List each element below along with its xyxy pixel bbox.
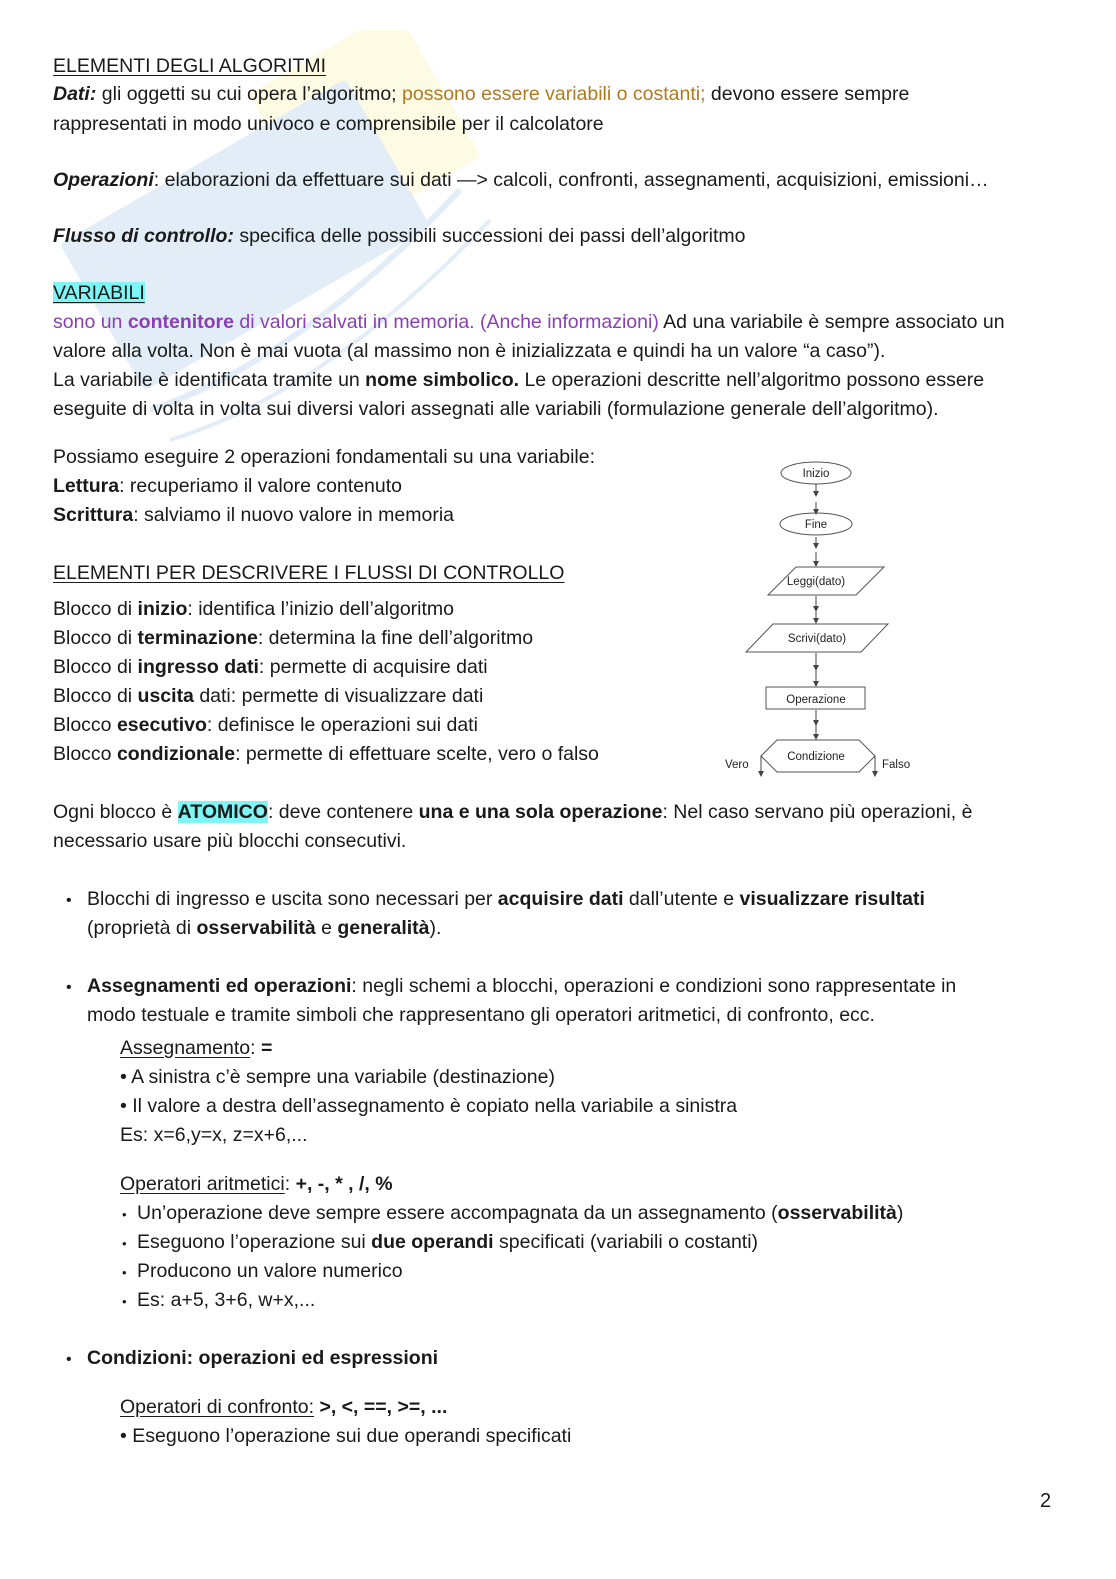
atomic-d: una e una sola operazione bbox=[418, 801, 663, 823]
ops-intro: Possiamo eseguire 2 operazioni fondamentali su una variabile: bbox=[53, 446, 595, 468]
bullet-marker: • bbox=[66, 979, 72, 996]
assegnamento-sym: = bbox=[260, 1037, 273, 1059]
section-title-elementi: ELEMENTI DEGLI ALGORITMI bbox=[53, 55, 327, 77]
flow-condition-label: Condizione bbox=[787, 751, 845, 763]
block-terminazione bbox=[53, 624, 533, 653]
dati-label: Dati: bbox=[53, 83, 97, 105]
io2-b: osservabilità bbox=[196, 917, 316, 939]
flow-operation-label: Operazione bbox=[786, 694, 846, 706]
arit-bold: osservabilità bbox=[777, 1202, 897, 1224]
block-bold: inizio bbox=[137, 598, 188, 620]
variabili-title: VARIABILI bbox=[53, 282, 145, 304]
dati-text-end: devono essere sempre bbox=[705, 83, 910, 105]
block-pre: Blocco di bbox=[53, 627, 138, 649]
variabili-l1d: Ad una variabile è sempre associato un bbox=[658, 311, 1005, 333]
operazioni-text: : elaborazioni da effettuare sui dati —> calcoli, confronti, assegnamenti, acquisizioni, emissioni… bbox=[153, 169, 989, 191]
scrittura-line bbox=[53, 501, 454, 530]
variabili-line1 bbox=[53, 308, 1005, 337]
page-number: 2 bbox=[1040, 1490, 1052, 1512]
ass-b: : negli schemi a blocchi, operazioni e condizioni sono rappresentate in bbox=[351, 975, 957, 997]
arit-pre: Producono un valore numerico bbox=[137, 1260, 403, 1282]
flow-output-label: Scrivi(dato) bbox=[787, 633, 847, 645]
atomic-line1 bbox=[53, 798, 972, 827]
ass-a: Assegnamenti ed operazioni bbox=[87, 975, 352, 997]
io-line1 bbox=[87, 885, 925, 914]
bullet-marker: • bbox=[66, 892, 72, 909]
block-post: : determina la fine dell’algoritmo bbox=[257, 627, 534, 649]
block-post: : identifica l’inizio dell’algoritmo bbox=[187, 598, 454, 620]
block-bold: ingresso dati bbox=[137, 656, 259, 678]
arit-post: ) bbox=[896, 1202, 904, 1224]
variabili-line3 bbox=[53, 366, 984, 395]
arit-item bbox=[137, 1257, 403, 1286]
ass-line2: modo testuale e tramite simboli che rappresentano gli operatori aritmetici, di confronto, ecc. bbox=[87, 1004, 875, 1026]
variabili-l3a: La variabile è identificata tramite un bbox=[53, 369, 366, 391]
ass-line1 bbox=[87, 972, 956, 1001]
sub-bullet-marker: • bbox=[122, 1236, 127, 1251]
flowchart-diagram bbox=[716, 456, 916, 782]
sub-bullet-marker: • bbox=[122, 1265, 127, 1280]
flusso-text: specifica delle possibili successioni dei passi dell’algoritmo bbox=[233, 225, 746, 247]
flusso-paragraph bbox=[53, 222, 746, 251]
io-b: acquisire dati bbox=[497, 888, 624, 910]
variabili-line2: valore alla volta. Non è mai vuota (al massimo non è inizializzata e quindi ha un valore “a caso”). bbox=[53, 340, 886, 362]
lettura-text: : recuperiamo il valore contenuto bbox=[119, 475, 402, 497]
scrittura-text: : salviamo il nuovo valore in memoria bbox=[133, 504, 455, 526]
atomic-c: : deve contenere bbox=[267, 801, 419, 823]
dati-highlight: possono essere variabili o costanti; bbox=[402, 83, 706, 105]
variabili-l3c: Le operazioni descritte nell’algoritmo possono essere bbox=[519, 369, 985, 391]
operazioni-label: Operazioni bbox=[53, 169, 154, 191]
io-d: visualizzare risultati bbox=[739, 888, 925, 910]
block-condizionale bbox=[53, 740, 599, 769]
flow-start-label: Inizio bbox=[802, 468, 830, 480]
scrittura-label: Scrittura bbox=[53, 504, 134, 526]
ass-item: • Il valore a destra dell’assegnamento è copiato nella variabile a sinistra bbox=[120, 1095, 738, 1117]
arit-sep: : bbox=[284, 1173, 296, 1195]
conf-syms: >, <, ==, >=, ... bbox=[314, 1396, 448, 1418]
condizioni-title: Condizioni: operazioni ed espressioni bbox=[87, 1347, 439, 1369]
block-bold: uscita bbox=[137, 685, 194, 707]
ass-item: Es: x=6,y=x, z=x+6,... bbox=[120, 1124, 308, 1146]
sub-bullet-marker: • bbox=[122, 1207, 127, 1222]
io2-d: generalità bbox=[337, 917, 430, 939]
io-c: dall’utente e bbox=[623, 888, 740, 910]
assegnamento-heading bbox=[120, 1034, 272, 1063]
block-uscita bbox=[53, 682, 483, 711]
dati-text: gli oggetti su cui opera l’algoritmo; bbox=[96, 83, 403, 105]
atomic-e: : Nel caso servano più operazioni, è bbox=[662, 801, 973, 823]
flow-true-label: Vero bbox=[725, 759, 749, 771]
variabili-l3b: nome simbolico. bbox=[365, 369, 520, 391]
bullet-marker: • bbox=[66, 1351, 72, 1368]
io2-a: (proprietà di bbox=[87, 917, 197, 939]
block-bold: terminazione bbox=[137, 627, 258, 649]
block-post: dati: permette di visualizzare dati bbox=[193, 685, 484, 707]
variabili-l1c: di valori salvati in memoria. (Anche informazioni) bbox=[234, 311, 659, 333]
block-inizio bbox=[53, 595, 454, 624]
arit-label: Operatori aritmetici bbox=[120, 1173, 285, 1195]
operazioni-paragraph bbox=[53, 166, 989, 195]
sub-bullet-marker: • bbox=[122, 1294, 127, 1309]
arit-item bbox=[137, 1286, 315, 1315]
io-line2 bbox=[87, 914, 441, 943]
conf-label: Operatori di confronto: bbox=[120, 1396, 315, 1418]
block-ingresso bbox=[53, 653, 488, 682]
block-pre: Blocco di bbox=[53, 656, 138, 678]
flow-input-label: Leggi(dato) bbox=[786, 576, 846, 588]
confronto-heading bbox=[120, 1393, 447, 1422]
arit-bold: due operandi bbox=[371, 1231, 494, 1253]
block-pre: Blocco di bbox=[53, 685, 138, 707]
atomic-line2: necessario usare più blocchi consecutivi. bbox=[53, 830, 407, 852]
atomic-a: Ogni blocco è bbox=[53, 801, 178, 823]
flow-false-label: Falso bbox=[882, 759, 911, 771]
block-pre: Blocco bbox=[53, 743, 117, 765]
block-pre: Blocco bbox=[53, 714, 117, 736]
arit-post: specificati (variabili o costanti) bbox=[493, 1231, 759, 1253]
section-title-variabili bbox=[53, 279, 145, 308]
block-bold: condizionale bbox=[116, 743, 236, 765]
io-a: Blocchi di ingresso e uscita sono necessari per bbox=[87, 888, 498, 910]
arit-pre: Es: a+5, 3+6, w+x,... bbox=[137, 1289, 316, 1311]
arit-item bbox=[137, 1199, 903, 1228]
assegnamento-label: Assegnamento bbox=[120, 1037, 251, 1059]
block-post: : permette di effettuare scelte, vero o falso bbox=[235, 743, 599, 765]
block-pre: Blocco di bbox=[53, 598, 138, 620]
aritmetici-heading bbox=[120, 1170, 393, 1199]
variabili-l1a: sono un bbox=[53, 311, 128, 333]
lettura-label: Lettura bbox=[53, 475, 120, 497]
lettura-line bbox=[53, 472, 402, 501]
section-title-flussi: ELEMENTI PER DESCRIVERE I FLUSSI DI CONTROLLO bbox=[53, 562, 565, 584]
ass-item: • A sinistra c’è sempre una variabile (destinazione) bbox=[120, 1066, 555, 1088]
block-post: : definisce le operazioni sui dati bbox=[206, 714, 478, 736]
flusso-label: Flusso di controllo: bbox=[53, 225, 234, 247]
block-post: : permette di acquisire dati bbox=[258, 656, 488, 678]
conf-item: • Eseguono l’operazione sui due operandi specificati bbox=[120, 1425, 572, 1447]
dati-line2: rappresentati in modo univoco e comprensibile per il calcolatore bbox=[53, 113, 604, 135]
variabili-l1b: contenitore bbox=[127, 311, 234, 333]
atomic-highlight: ATOMICO bbox=[177, 801, 268, 823]
io2-c: e bbox=[315, 917, 338, 939]
block-bold: esecutivo bbox=[116, 714, 207, 736]
io2-e: ). bbox=[429, 917, 442, 939]
block-esecutivo bbox=[53, 711, 478, 740]
arit-pre: Un’operazione deve sempre essere accompagnata da un assegnamento ( bbox=[137, 1202, 778, 1224]
arit-syms: +, -, * , /, % bbox=[295, 1173, 393, 1195]
variabili-line4: eseguite di volta in volta sui diversi valori assegnati alle variabili (formulazione generale dell’algoritmo). bbox=[53, 398, 939, 420]
arit-item bbox=[137, 1228, 758, 1257]
flow-end-label: Fine bbox=[804, 519, 828, 531]
arit-pre: Eseguono l’operazione sui bbox=[137, 1231, 372, 1253]
assegnamento-sep: : bbox=[250, 1037, 261, 1059]
dati-paragraph bbox=[53, 80, 909, 109]
